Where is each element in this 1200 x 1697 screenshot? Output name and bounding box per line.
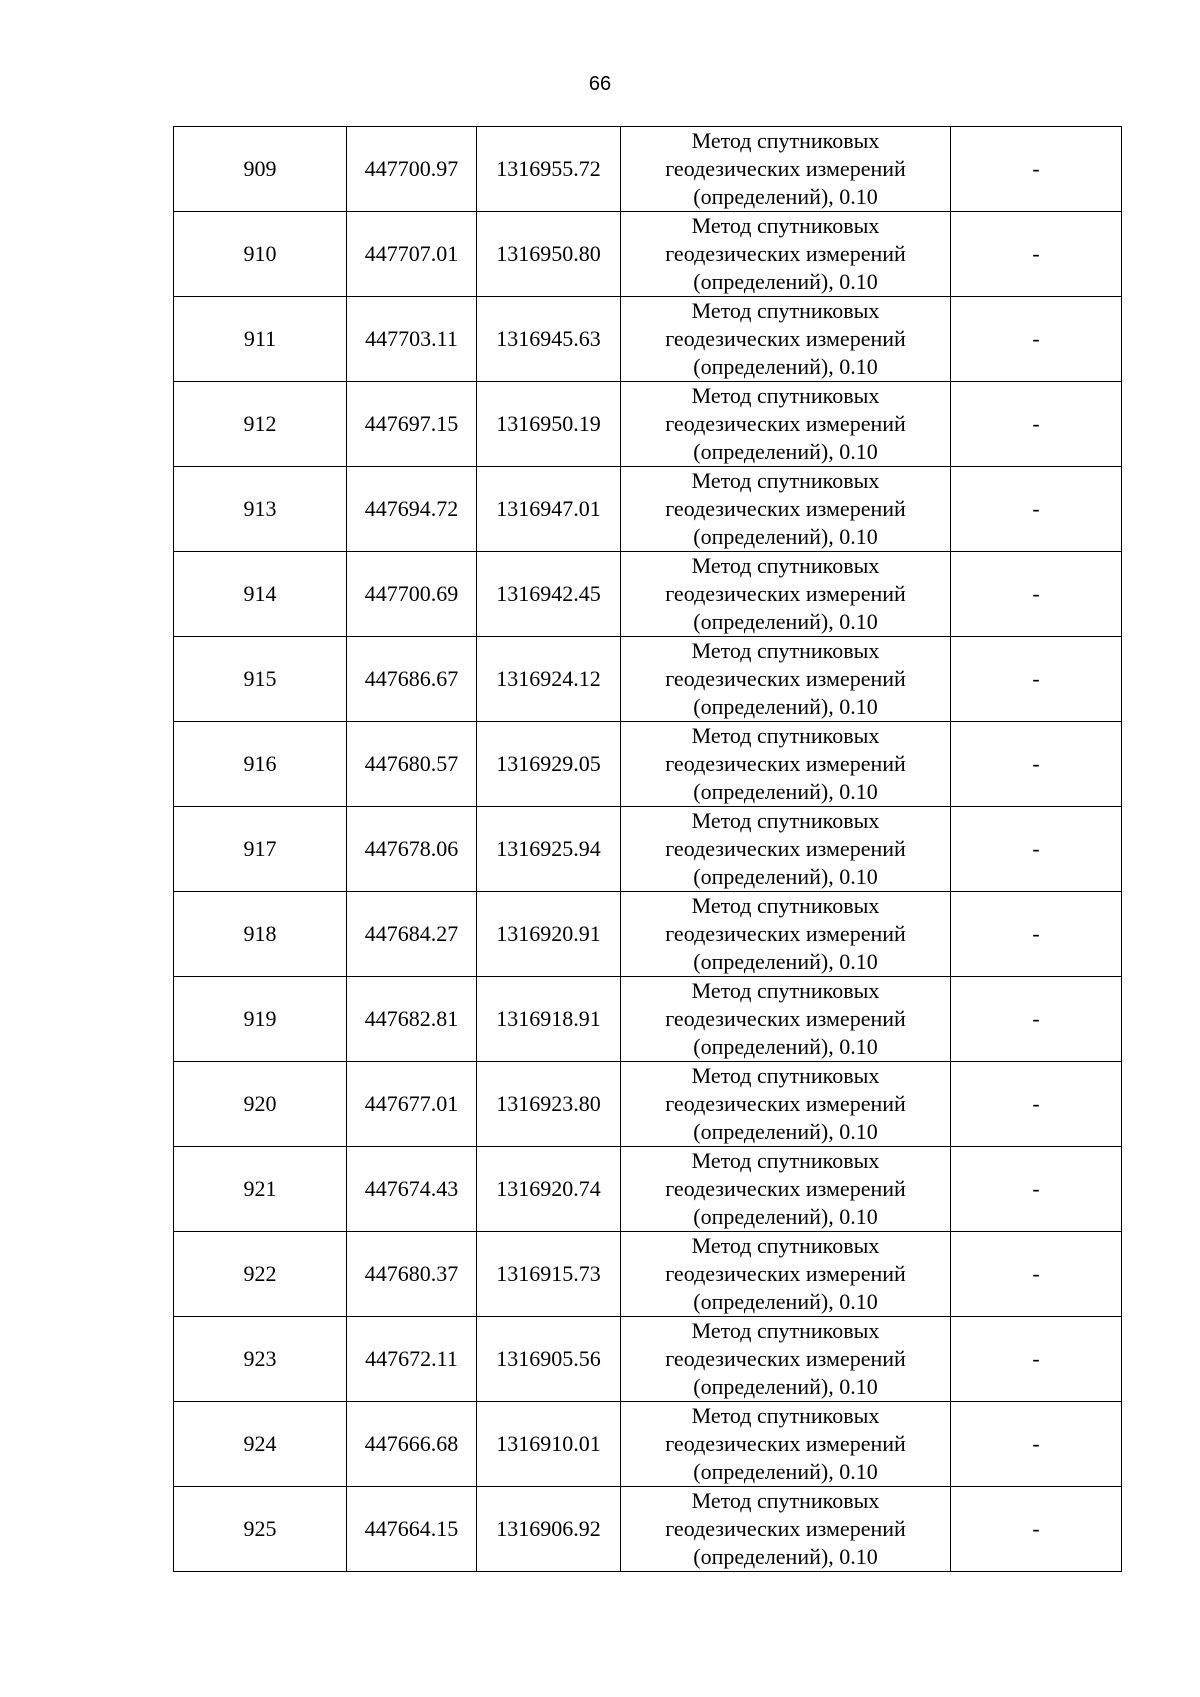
method-cell xyxy=(621,382,951,467)
method-line: (определений), 0.10 xyxy=(693,1204,878,1229)
method-cell xyxy=(621,892,951,977)
table-row xyxy=(174,637,1122,722)
point-number-cell: 924 xyxy=(174,1402,347,1487)
point-number-cell: 915 xyxy=(174,637,347,722)
note-cell: - xyxy=(951,1062,1122,1147)
method-cell xyxy=(621,1487,951,1572)
y-coordinate-cell: 1316915.73 xyxy=(477,1232,621,1317)
method-cell xyxy=(621,1062,951,1147)
point-number-cell: 921 xyxy=(174,1147,347,1232)
y-coordinate-cell: 1316905.56 xyxy=(477,1317,621,1402)
x-coordinate-cell: 447678.06 xyxy=(347,807,477,892)
method-line: Метод спутниковых xyxy=(691,723,880,748)
method-line: (определений), 0.10 xyxy=(693,439,878,464)
x-coordinate-cell: 447674.43 xyxy=(347,1147,477,1232)
method-line: (определений), 0.10 xyxy=(693,354,878,379)
note-cell: - xyxy=(951,212,1122,297)
note-cell: - xyxy=(951,297,1122,382)
point-number-cell: 919 xyxy=(174,977,347,1062)
y-coordinate-cell: 1316950.19 xyxy=(477,382,621,467)
method-line: Метод спутниковых xyxy=(691,128,880,153)
table-row xyxy=(174,892,1122,977)
method-line: геодезических измерений xyxy=(665,751,906,776)
method-cell xyxy=(621,1232,951,1317)
table-row xyxy=(174,1402,1122,1487)
method-line: геодезических измерений xyxy=(665,836,906,861)
x-coordinate-cell: 447700.69 xyxy=(347,552,477,637)
note-cell: - xyxy=(951,1317,1122,1402)
table-row xyxy=(174,212,1122,297)
method-cell xyxy=(621,297,951,382)
y-coordinate-cell: 1316950.80 xyxy=(477,212,621,297)
note-cell: - xyxy=(951,977,1122,1062)
method-line: (определений), 0.10 xyxy=(693,524,878,549)
method-line: Метод спутниковых xyxy=(691,1148,880,1173)
method-line: Метод спутниковых xyxy=(691,638,880,663)
y-coordinate-cell: 1316920.91 xyxy=(477,892,621,977)
method-line: геодезических измерений xyxy=(665,1516,906,1541)
note-cell: - xyxy=(951,1487,1122,1572)
method-line: Метод спутниковых xyxy=(691,1063,880,1088)
method-line: геодезических измерений xyxy=(665,326,906,351)
method-cell xyxy=(621,807,951,892)
x-coordinate-cell: 447703.11 xyxy=(347,297,477,382)
method-line: Метод спутниковых xyxy=(691,213,880,238)
method-line: (определений), 0.10 xyxy=(693,864,878,889)
point-number-cell: 911 xyxy=(174,297,347,382)
point-number-cell: 913 xyxy=(174,467,347,552)
method-cell xyxy=(621,127,951,212)
x-coordinate-cell: 447666.68 xyxy=(347,1402,477,1487)
y-coordinate-cell: 1316923.80 xyxy=(477,1062,621,1147)
point-number-cell: 912 xyxy=(174,382,347,467)
y-coordinate-cell: 1316906.92 xyxy=(477,1487,621,1572)
method-line: геодезических измерений xyxy=(665,581,906,606)
x-coordinate-cell: 447694.72 xyxy=(347,467,477,552)
y-coordinate-cell: 1316955.72 xyxy=(477,127,621,212)
method-cell xyxy=(621,1317,951,1402)
table-row xyxy=(174,1062,1122,1147)
method-line: (определений), 0.10 xyxy=(693,609,878,634)
x-coordinate-cell: 447672.11 xyxy=(347,1317,477,1402)
table-row xyxy=(174,722,1122,807)
point-number-cell: 916 xyxy=(174,722,347,807)
method-line: геодезических измерений xyxy=(665,156,906,181)
method-line: (определений), 0.10 xyxy=(693,949,878,974)
table-row xyxy=(174,1317,1122,1402)
y-coordinate-cell: 1316910.01 xyxy=(477,1402,621,1487)
note-cell: - xyxy=(951,382,1122,467)
method-cell xyxy=(621,977,951,1062)
table-row xyxy=(174,1147,1122,1232)
note-cell: - xyxy=(951,807,1122,892)
method-line: геодезических измерений xyxy=(665,666,906,691)
y-coordinate-cell: 1316920.74 xyxy=(477,1147,621,1232)
method-line: (определений), 0.10 xyxy=(693,1119,878,1144)
method-line: (определений), 0.10 xyxy=(693,1289,878,1314)
method-line: (определений), 0.10 xyxy=(693,694,878,719)
y-coordinate-cell: 1316942.45 xyxy=(477,552,621,637)
method-cell xyxy=(621,722,951,807)
table-row xyxy=(174,382,1122,467)
method-line: Метод спутниковых xyxy=(691,978,880,1003)
point-number-cell: 920 xyxy=(174,1062,347,1147)
method-line: Метод спутниковых xyxy=(691,1318,880,1343)
x-coordinate-cell: 447697.15 xyxy=(347,382,477,467)
note-cell: - xyxy=(951,467,1122,552)
point-number-cell: 923 xyxy=(174,1317,347,1402)
method-line: геодезических измерений xyxy=(665,1091,906,1116)
page-number: 66 xyxy=(588,73,612,95)
method-line: геодезических измерений xyxy=(665,1261,906,1286)
note-cell: - xyxy=(951,1402,1122,1487)
point-number-cell: 914 xyxy=(174,552,347,637)
method-line: (определений), 0.10 xyxy=(693,1034,878,1059)
method-line: Метод спутниковых xyxy=(691,383,880,408)
method-cell xyxy=(621,467,951,552)
method-line: Метод спутниковых xyxy=(691,1488,880,1513)
method-line: геодезических измерений xyxy=(665,1431,906,1456)
method-line: Метод спутниковых xyxy=(691,298,880,323)
y-coordinate-cell: 1316925.94 xyxy=(477,807,621,892)
method-line: геодезических измерений xyxy=(665,241,906,266)
x-coordinate-cell: 447677.01 xyxy=(347,1062,477,1147)
y-coordinate-cell: 1316918.91 xyxy=(477,977,621,1062)
method-line: геодезических измерений xyxy=(665,496,906,521)
method-line: Метод спутниковых xyxy=(691,893,880,918)
note-cell: - xyxy=(951,552,1122,637)
x-coordinate-cell: 447684.27 xyxy=(347,892,477,977)
table-row xyxy=(174,467,1122,552)
x-coordinate-cell: 447707.01 xyxy=(347,212,477,297)
method-line: (определений), 0.10 xyxy=(693,1459,878,1484)
method-line: геодезических измерений xyxy=(665,1006,906,1031)
table-row xyxy=(174,1487,1122,1572)
method-line: (определений), 0.10 xyxy=(693,1374,878,1399)
coordinates-table-body xyxy=(174,127,1122,1572)
method-line: (определений), 0.10 xyxy=(693,1544,878,1569)
x-coordinate-cell: 447680.37 xyxy=(347,1232,477,1317)
x-coordinate-cell: 447686.67 xyxy=(347,637,477,722)
x-coordinate-cell: 447700.97 xyxy=(347,127,477,212)
table-row xyxy=(174,297,1122,382)
table-row xyxy=(174,127,1122,212)
y-coordinate-cell: 1316929.05 xyxy=(477,722,621,807)
point-number-cell: 917 xyxy=(174,807,347,892)
x-coordinate-cell: 447682.81 xyxy=(347,977,477,1062)
y-coordinate-cell: 1316945.63 xyxy=(477,297,621,382)
point-number-cell: 925 xyxy=(174,1487,347,1572)
method-cell xyxy=(621,1402,951,1487)
point-number-cell: 909 xyxy=(174,127,347,212)
x-coordinate-cell: 447680.57 xyxy=(347,722,477,807)
method-cell xyxy=(621,212,951,297)
method-cell xyxy=(621,637,951,722)
point-number-cell: 918 xyxy=(174,892,347,977)
method-line: геодезических измерений xyxy=(665,411,906,436)
method-line: (определений), 0.10 xyxy=(693,184,878,209)
table-row xyxy=(174,1232,1122,1317)
table-row xyxy=(174,807,1122,892)
note-cell: - xyxy=(951,637,1122,722)
note-cell: - xyxy=(951,892,1122,977)
note-cell: - xyxy=(951,722,1122,807)
point-number-cell: 922 xyxy=(174,1232,347,1317)
table-row xyxy=(174,552,1122,637)
method-line: геодезических измерений xyxy=(665,1176,906,1201)
table-row xyxy=(174,977,1122,1062)
method-line: (определений), 0.10 xyxy=(693,779,878,804)
method-line: Метод спутниковых xyxy=(691,808,880,833)
method-line: геодезических измерений xyxy=(665,921,906,946)
x-coordinate-cell: 447664.15 xyxy=(347,1487,477,1572)
method-line: геодезических измерений xyxy=(665,1346,906,1371)
method-cell xyxy=(621,1147,951,1232)
method-line: Метод спутниковых xyxy=(691,1233,880,1258)
point-number-cell: 910 xyxy=(174,212,347,297)
method-line: Метод спутниковых xyxy=(691,468,880,493)
note-cell: - xyxy=(951,127,1122,212)
note-cell: - xyxy=(951,1232,1122,1317)
method-line: Метод спутниковых xyxy=(691,553,880,578)
method-line: (определений), 0.10 xyxy=(693,269,878,294)
coordinates-table xyxy=(173,126,1122,1572)
y-coordinate-cell: 1316924.12 xyxy=(477,637,621,722)
method-cell xyxy=(621,552,951,637)
y-coordinate-cell: 1316947.01 xyxy=(477,467,621,552)
note-cell: - xyxy=(951,1147,1122,1232)
method-line: Метод спутниковых xyxy=(691,1403,880,1428)
